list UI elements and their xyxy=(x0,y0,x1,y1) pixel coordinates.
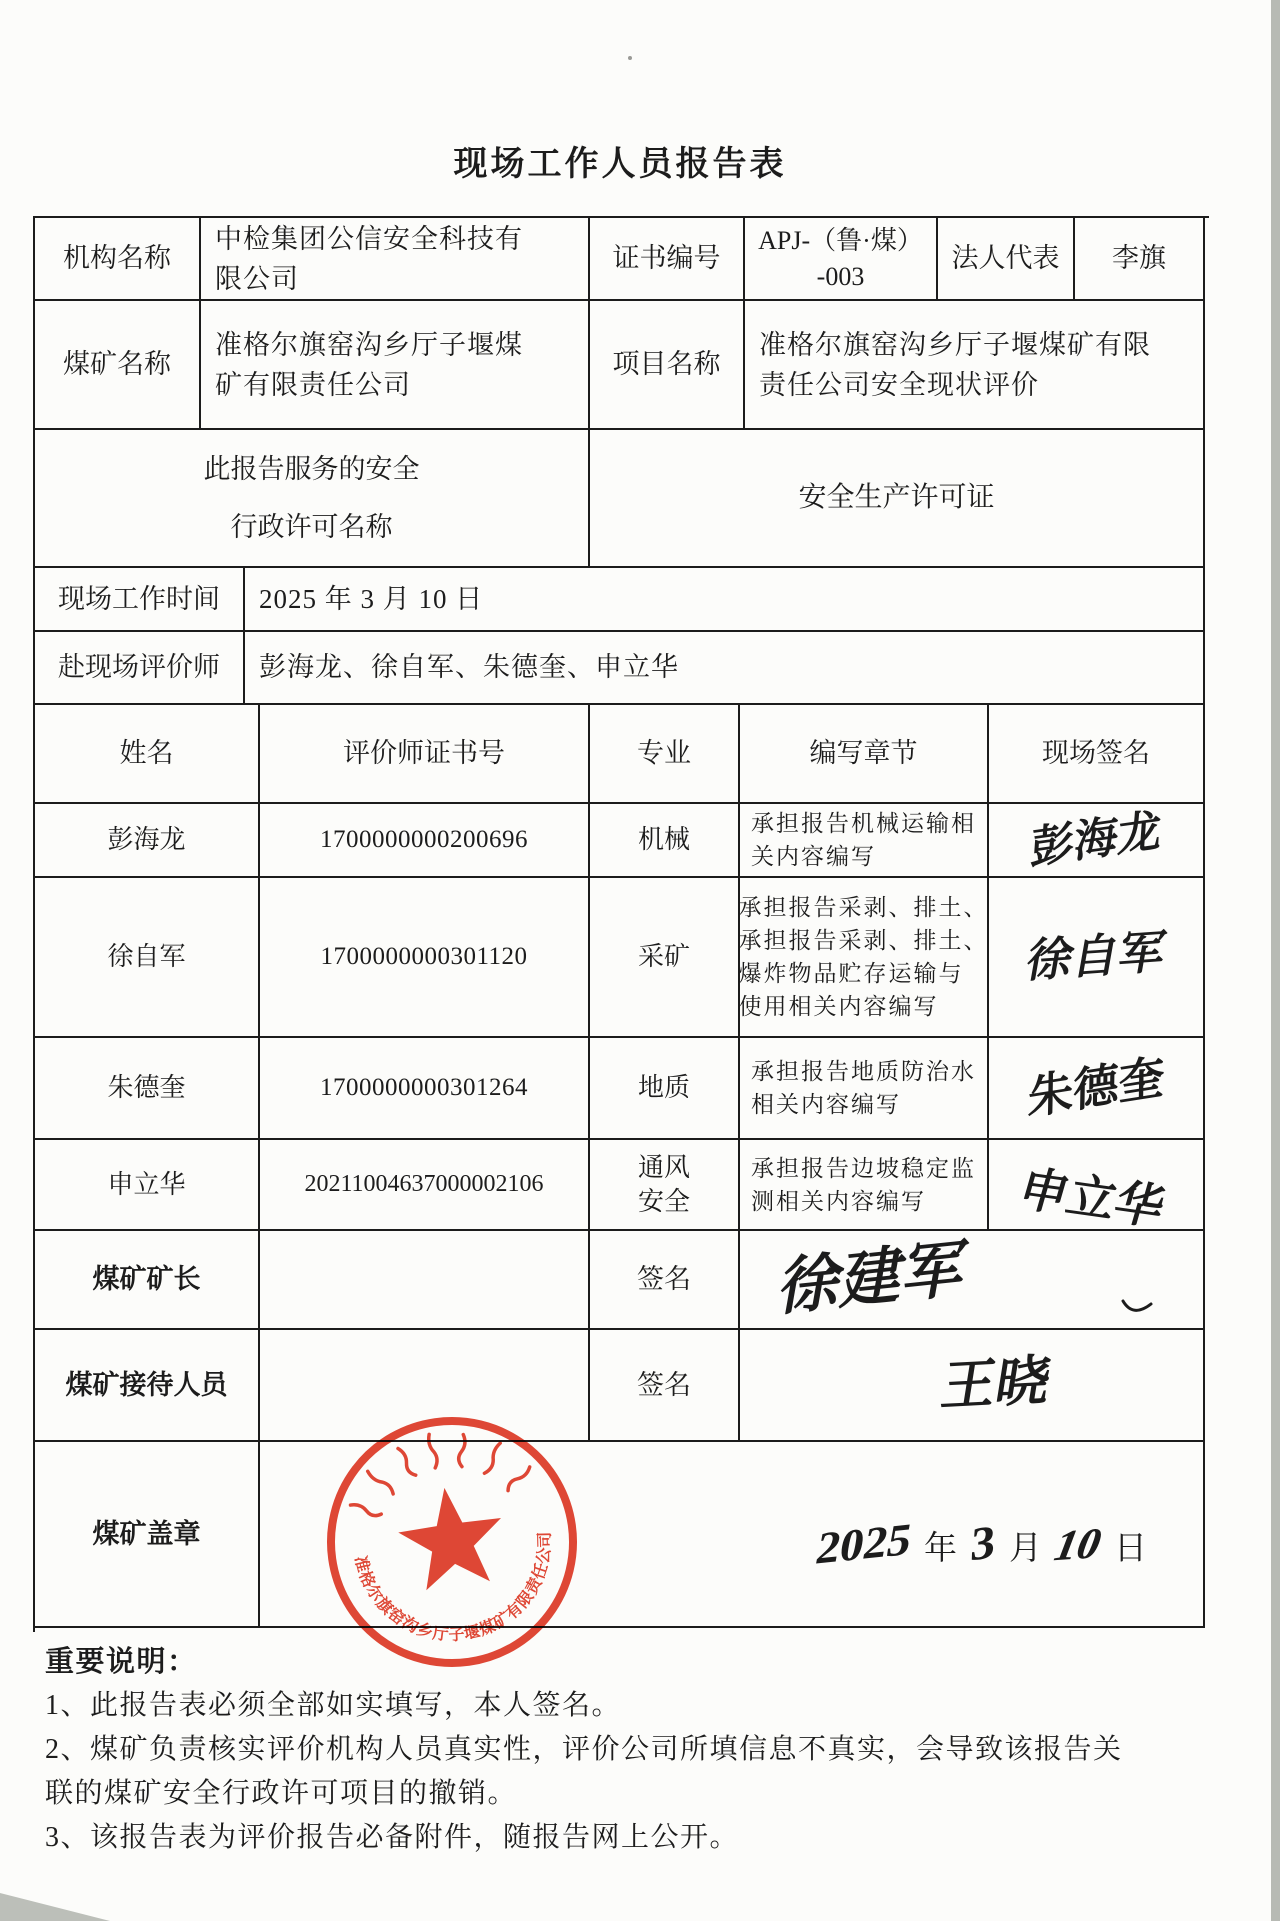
mine-manager-label: 煤矿矿长 xyxy=(35,1231,260,1330)
license-label xyxy=(35,430,590,568)
important-notes xyxy=(45,1640,1140,1860)
handwritten-signature: 朱德奎 xyxy=(1027,1050,1165,1125)
evaluator-signature-cell xyxy=(989,1140,1205,1235)
worktime-value: 2025 年 3 月 10 日 xyxy=(245,568,1205,632)
handwritten-date xyxy=(812,1513,1218,1574)
evaluators-value: 彭海龙、徐自军、朱德奎、申立华 xyxy=(245,632,1205,705)
scan-corner-artifact xyxy=(0,1893,110,1921)
evaluator-signature-cell xyxy=(989,1038,1205,1140)
mine-name-line2: 矿有限责任公司 xyxy=(215,369,411,400)
manager-signature-cell xyxy=(740,1231,1205,1330)
project-name-label: 项目名称 xyxy=(590,301,745,430)
handwritten-signature: 徐自军 xyxy=(1022,925,1170,988)
chapter-line: 承担报告边坡稳定监 xyxy=(751,1155,976,1181)
empty-cell xyxy=(260,1231,590,1330)
chapter-line: 测相关内容编写 xyxy=(751,1188,926,1214)
license-label-line1: 此报告服务的安全 xyxy=(203,454,420,484)
evaluator-chapter xyxy=(740,804,989,878)
cert-no-line1: APJ-（鲁·煤） xyxy=(758,226,923,256)
chapter-line: 承担报告采剥、排土、 xyxy=(738,895,989,920)
evaluator-major xyxy=(590,878,740,1038)
stamp-arc-text: 准格尔旗窑沟乡厅子堰煤矿有限责任公司 xyxy=(351,1531,555,1645)
notes-heading: 重要说明： xyxy=(45,1646,198,1678)
star-icon xyxy=(393,1481,509,1593)
legal-rep-value: 李旗 xyxy=(1075,218,1205,301)
official-red-stamp xyxy=(314,1404,590,1680)
org-name-line1: 中检集团公信安全科技有 xyxy=(215,223,523,254)
org-name-value xyxy=(201,218,590,301)
evaluator-name: 徐自军 xyxy=(35,878,260,1038)
chapter-line: 使用相关内容编写 xyxy=(738,994,939,1019)
pen-stroke-mark xyxy=(1121,1298,1155,1318)
col-header-signature: 现场签名 xyxy=(989,705,1205,804)
major-line: 采矿 xyxy=(637,942,690,971)
major-line: 安全 xyxy=(637,1186,690,1216)
evaluator-major xyxy=(590,804,740,878)
evaluator-chapter xyxy=(740,878,989,1038)
evaluator-major xyxy=(590,1140,740,1231)
evaluator-signature-cell xyxy=(989,804,1205,878)
major-line: 通风 xyxy=(637,1152,690,1182)
evaluator-chapter xyxy=(740,1038,989,1140)
handwritten-signature: 申立华 xyxy=(1013,1163,1171,1235)
project-name-line1: 准格尔旗窑沟乡厅子堰煤矿有限 xyxy=(759,329,1151,360)
note-item-2: 2、煤矿负责核实评价机构人员真实性，评价公司所填信息不真实，会导致该报告关联的煤矿安全行政许可项目的撤销。 xyxy=(45,1734,1123,1809)
handwritten-month: 3 xyxy=(968,1515,998,1572)
chapter-line: 关内容编写 xyxy=(751,844,876,869)
license-label-line2: 行政许可名称 xyxy=(230,512,393,542)
handwritten-year: 2025 xyxy=(812,1513,916,1574)
year-unit: 年 xyxy=(924,1531,957,1567)
chapter-line: 承担报告采剥、排土、 xyxy=(738,928,989,953)
page-title: 现场工作人员报告表 xyxy=(453,146,787,183)
mine-name-value xyxy=(201,301,590,430)
scan-edge-strip xyxy=(1271,0,1280,1921)
col-header-chapter: 编写章节 xyxy=(740,705,989,804)
chapter-line: 承担报告地质防治水 xyxy=(751,1059,976,1084)
cert-no-label: 证书编号 xyxy=(590,218,745,301)
evaluator-name: 彭海龙 xyxy=(35,804,260,878)
mine-name-label: 煤矿名称 xyxy=(35,301,201,430)
license-value: 安全生产许可证 xyxy=(590,430,1205,568)
handwritten-signature: 徐建军 xyxy=(774,1234,972,1324)
org-name-line2: 限公司 xyxy=(215,263,299,294)
day-unit: 日 xyxy=(1114,1531,1147,1567)
major-line: 地质 xyxy=(637,1073,690,1102)
chapter-line: 相关内容编写 xyxy=(751,1092,901,1117)
worktime-label: 现场工作时间 xyxy=(35,568,245,632)
mine-stamp-label: 煤矿盖章 xyxy=(35,1442,260,1628)
receptionist-sign-label: 签名 xyxy=(590,1330,740,1442)
org-name-label: 机构名称 xyxy=(35,218,201,301)
month-unit: 月 xyxy=(1009,1531,1042,1567)
cert-no-line2: -003 xyxy=(816,261,865,291)
evaluators-label: 赴现场评价师 xyxy=(35,632,245,705)
mine-name-line1: 准格尔旗窑沟乡厅子堰煤 xyxy=(215,329,523,360)
manager-sign-label: 签名 xyxy=(590,1231,740,1330)
legal-rep-label: 法人代表 xyxy=(938,218,1075,301)
report-table xyxy=(33,216,1209,1632)
receptionist-signature-cell xyxy=(740,1330,1205,1442)
note-item-3: 3、该报告表为评价报告必备附件，随报告网上公开。 xyxy=(45,1822,740,1853)
project-name-line2: 责任公司安全现状评价 xyxy=(759,369,1039,400)
major-line: 机械 xyxy=(637,825,690,854)
handwritten-signature: 彭海龙 xyxy=(1028,805,1164,874)
receptionist-label: 煤矿接待人员 xyxy=(35,1330,260,1442)
handwritten-day: 10 xyxy=(1046,1518,1110,1571)
project-name-value xyxy=(745,301,1205,430)
evaluator-cert: 1700000000301120 xyxy=(260,878,590,1038)
handwritten-signature: 王晓 xyxy=(936,1350,1055,1417)
evaluator-major xyxy=(590,1038,740,1140)
col-header-major: 专业 xyxy=(590,705,740,804)
chapter-line: 承担报告机械运输相 xyxy=(751,811,976,836)
evaluator-name: 朱德奎 xyxy=(35,1038,260,1140)
evaluator-cert: 1700000000301264 xyxy=(260,1038,590,1140)
col-header-cert: 评价师证书号 xyxy=(260,705,590,804)
col-header-name: 姓名 xyxy=(35,705,260,804)
cert-no-value xyxy=(745,218,938,301)
chapter-line: 爆炸物品贮存运输与 xyxy=(738,961,964,986)
evaluator-signature-cell xyxy=(989,878,1205,1038)
evaluator-cert: 20211004637000002106 xyxy=(260,1140,590,1231)
evaluator-chapter xyxy=(740,1140,989,1231)
note-item-1: 1、此报告表必须全部如实填写，本人签名。 xyxy=(45,1690,622,1721)
evaluator-name: 申立华 xyxy=(35,1140,260,1231)
evaluator-cert: 1700000000200696 xyxy=(260,804,590,878)
scan-speck xyxy=(628,56,632,60)
